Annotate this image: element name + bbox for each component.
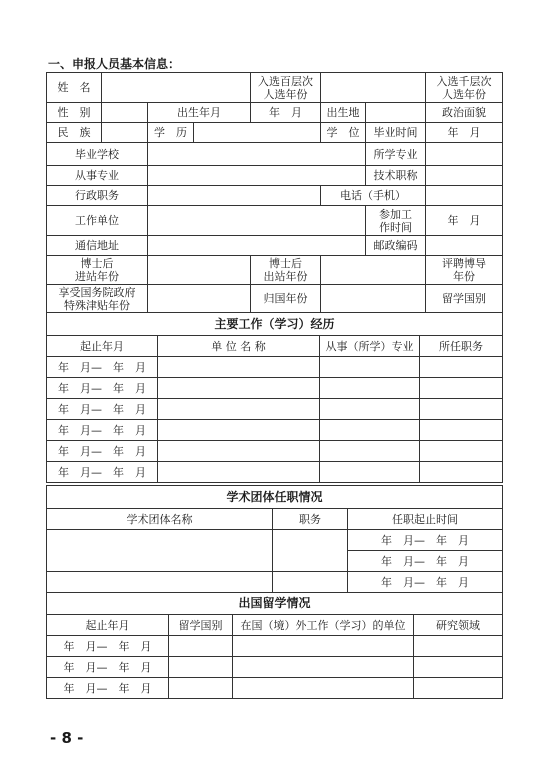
education-field[interactable] — [194, 123, 321, 143]
assoc-period-cell[interactable]: 年 月— 年 月 — [348, 572, 503, 593]
birthplace-label: 出生地 — [321, 103, 366, 123]
work-unit-cell[interactable] — [158, 378, 320, 399]
bai-ceng-ci-label: 入选百层次 人选年份 — [251, 73, 321, 103]
phone-label: 电话（手机） — [321, 186, 426, 206]
table-row — [47, 420, 503, 441]
education-label: 学 历 — [148, 123, 194, 143]
assoc-period-cell[interactable]: 年 月— 年 月 — [348, 530, 503, 551]
table-row — [47, 572, 503, 593]
graduation-label: 毕业时间 — [366, 123, 426, 143]
work-period-cell[interactable]: 年 月— 年 月 — [47, 420, 158, 441]
assoc-name-cell[interactable] — [47, 530, 273, 572]
work-col-period: 起止年月 — [47, 336, 158, 357]
work-unit-label: 工作单位 — [47, 206, 148, 236]
tech-title-label: 技术职称 — [366, 166, 426, 186]
postdoc-out-field[interactable] — [321, 256, 426, 285]
abroad-country-cell[interactable] — [169, 657, 233, 678]
abroad-col-field: 研究领域 — [414, 615, 503, 636]
admin-post-label: 行政职务 — [47, 186, 148, 206]
work-unit-field[interactable] — [148, 206, 366, 236]
work-section-title: 主要工作（学习）经历 — [47, 313, 503, 336]
allowance-field[interactable] — [148, 285, 251, 313]
abroad-field-cell[interactable] — [414, 636, 503, 657]
abroad-unit-cell[interactable] — [233, 657, 414, 678]
work-period-cell[interactable]: 年 月— 年 月 — [47, 357, 158, 378]
tech-title-field[interactable] — [426, 166, 503, 186]
abroad-unit-cell[interactable] — [233, 678, 414, 699]
work-unit-cell[interactable] — [158, 462, 320, 483]
abroad-field-cell[interactable] — [414, 678, 503, 699]
assoc-section-title: 学术团体任职情况 — [47, 486, 503, 509]
work-period-cell[interactable]: 年 月— 年 月 — [47, 462, 158, 483]
work-unit-cell[interactable] — [158, 441, 320, 462]
abroad-col-unit: 在国（境）外工作（学习）的单位 — [233, 615, 414, 636]
postdoc-out-label: 博士后 出站年份 — [251, 256, 321, 285]
ethnicity-field[interactable] — [102, 123, 148, 143]
work-post-cell[interactable] — [420, 462, 503, 483]
work-unit-cell[interactable] — [158, 357, 320, 378]
work-experience-table — [46, 312, 503, 483]
gender-label: 性 别 — [47, 103, 102, 123]
admin-post-field[interactable] — [148, 186, 321, 206]
return-year-field[interactable] — [321, 285, 426, 313]
phone-field[interactable] — [426, 186, 503, 206]
doctoral-supervisor-label: 评聘博导 年份 — [426, 256, 503, 285]
gender-field[interactable] — [102, 103, 148, 123]
postcode-field[interactable] — [426, 236, 503, 256]
assoc-period-cell[interactable]: 年 月— 年 月 — [348, 551, 503, 572]
work-period-cell[interactable]: 年 月— 年 月 — [47, 378, 158, 399]
work-post-cell[interactable] — [420, 399, 503, 420]
bai-ceng-ci-field[interactable] — [321, 73, 426, 103]
study-country-label: 留学国别 — [426, 285, 503, 313]
work-post-cell[interactable] — [420, 357, 503, 378]
abroad-col-country: 留学国别 — [169, 615, 233, 636]
address-label: 通信地址 — [47, 236, 148, 256]
table-row — [47, 441, 503, 462]
work-major-cell[interactable] — [320, 441, 420, 462]
work-unit-cell[interactable] — [158, 420, 320, 441]
work-post-cell[interactable] — [420, 420, 503, 441]
major-field[interactable] — [426, 143, 503, 166]
assoc-post-cell[interactable] — [273, 572, 348, 593]
work-major-cell[interactable] — [320, 462, 420, 483]
section-title: 一、申报人员基本信息： — [48, 57, 181, 71]
work-major-cell[interactable] — [320, 399, 420, 420]
work-period-cell[interactable]: 年 月— 年 月 — [47, 399, 158, 420]
table-row — [47, 530, 503, 551]
birthplace-field[interactable] — [366, 103, 426, 123]
work-major-cell[interactable] — [320, 378, 420, 399]
specialty-field[interactable] — [148, 166, 366, 186]
join-work-label: 参加工 作时间 — [366, 206, 426, 236]
major-label: 所学专业 — [366, 143, 426, 166]
postdoc-in-label: 博士后 进站年份 — [47, 256, 148, 285]
assoc-col-period: 任职起止时间 — [348, 509, 503, 530]
work-major-cell[interactable] — [320, 420, 420, 441]
name-field[interactable] — [102, 73, 251, 103]
table-row — [47, 636, 503, 657]
political-label: 政治面貌 — [426, 103, 503, 123]
work-major-cell[interactable] — [320, 357, 420, 378]
abroad-period-cell[interactable]: 年 月— 年 月 — [47, 636, 169, 657]
postcode-label: 邮政编码 — [366, 236, 426, 256]
join-work-date-field[interactable]: 年 月 — [426, 206, 503, 236]
work-col-post: 所任职务 — [420, 336, 503, 357]
specialty-label: 从事专业 — [47, 166, 148, 186]
table-row — [47, 657, 503, 678]
birth-label: 出生年月 — [148, 103, 251, 123]
assoc-post-cell[interactable] — [273, 530, 348, 572]
work-col-major: 从事（所学）专业 — [320, 336, 420, 357]
work-post-cell[interactable] — [420, 378, 503, 399]
ethnicity-label: 民 族 — [47, 123, 102, 143]
allowance-label: 享受国务院政府 特殊津贴年份 — [47, 285, 148, 313]
basic-info-table — [46, 72, 503, 313]
assoc-col-name: 学术团体名称 — [47, 509, 273, 530]
academic-association-table — [46, 485, 503, 593]
address-field[interactable] — [148, 236, 366, 256]
degree-label: 学 位 — [321, 123, 366, 143]
abroad-country-cell[interactable] — [169, 678, 233, 699]
work-post-cell[interactable] — [420, 441, 503, 462]
assoc-name-cell[interactable] — [47, 572, 273, 593]
table-row — [47, 357, 503, 378]
abroad-field-cell[interactable] — [414, 657, 503, 678]
work-col-unit: 单 位 名 称 — [158, 336, 320, 357]
abroad-period-cell[interactable]: 年 月— 年 月 — [47, 657, 169, 678]
page-number: - 8 - — [50, 729, 84, 747]
study-abroad-table — [46, 592, 503, 699]
abroad-col-period: 起止年月 — [47, 615, 169, 636]
table-row — [47, 378, 503, 399]
abroad-country-cell[interactable] — [169, 636, 233, 657]
qian-ceng-ci-label: 入选千层次 人选年份 — [426, 73, 503, 103]
table-row — [47, 399, 503, 420]
abroad-period-cell[interactable]: 年 月— 年 月 — [47, 678, 169, 699]
work-unit-cell[interactable] — [158, 399, 320, 420]
abroad-section-title: 出国留学情况 — [47, 593, 503, 615]
name-label: 姓 名 — [47, 73, 102, 103]
assoc-col-post: 职务 — [273, 509, 348, 530]
work-period-cell[interactable]: 年 月— 年 月 — [47, 441, 158, 462]
school-label: 毕业学校 — [47, 143, 148, 166]
table-row — [47, 678, 503, 699]
abroad-unit-cell[interactable] — [233, 636, 414, 657]
table-row — [47, 462, 503, 483]
return-year-label: 归国年份 — [251, 285, 321, 313]
graduation-date-field[interactable]: 年 月 — [426, 123, 503, 143]
birth-date-field[interactable]: 年 月 — [251, 103, 321, 123]
postdoc-in-field[interactable] — [148, 256, 251, 285]
school-field[interactable] — [148, 143, 366, 166]
